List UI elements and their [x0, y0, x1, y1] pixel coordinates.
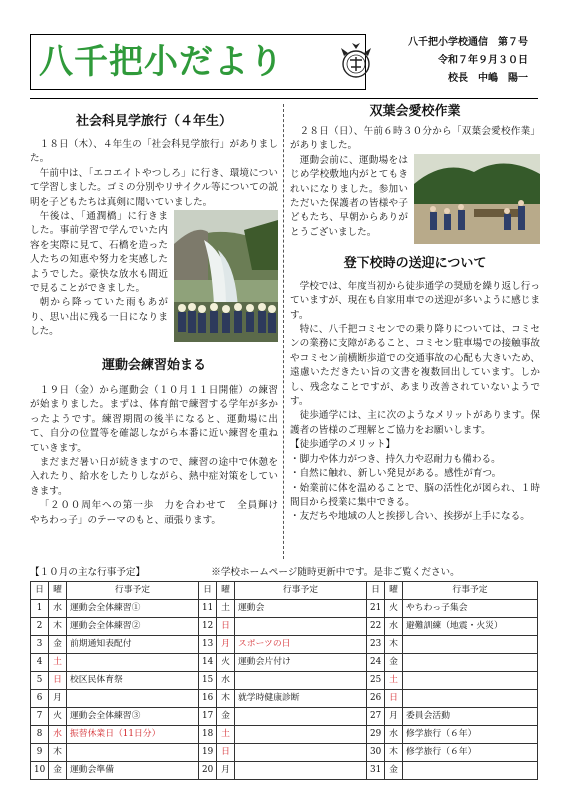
merit-item: ・始業前に体を温めることで、脳の活性化が図られ、１時間目から授業に集中できる。 [290, 482, 540, 508]
event-cell: 就学時健康診断 [235, 690, 367, 708]
day-cell: 1 [31, 600, 49, 618]
day-cell: 26 [367, 690, 385, 708]
event-cell [235, 708, 367, 726]
event-cell [235, 726, 367, 744]
day-cell: 5 [31, 672, 49, 690]
event-cell: 運動会全体練習② [67, 618, 199, 636]
trip-para-3: 午後は、「通潤橋」に行きました。事前学習で学んでいた内容を実際に見て、石橋を造った人たちの知恵や努力を実感したようでした。豪快な放水も間近で見ることができました。 [30, 211, 168, 295]
event-cell [67, 744, 199, 762]
day-cell: 2 [31, 618, 49, 636]
weekday-cell: 木 [385, 636, 403, 654]
event-cell: 運動会 [235, 600, 367, 618]
issue-date: 令和７年９月３０日 [438, 55, 528, 66]
weekday-cell: 木 [217, 690, 235, 708]
weekday-cell: 月 [217, 762, 235, 780]
header-weekday: 曜 [49, 582, 67, 600]
day-cell: 27 [367, 708, 385, 726]
masthead [30, 34, 366, 90]
day-cell: 9 [31, 744, 49, 762]
event-cell: 避難訓練（地震・火災） [403, 618, 538, 636]
commute-heading: 登下校時の送迎について [343, 255, 487, 271]
header-day: 日 [199, 582, 217, 600]
weekday-cell: 日 [49, 672, 67, 690]
table-row [31, 636, 538, 654]
volunteer-para-2: 運動会前に、運動場をはじめ学校敷地内がとてもきれいになりました。参加いただいた保護者の皆様や子どもたち、早朝からありがとうございました。 [290, 154, 408, 238]
sports-para-1: １９日（金）から運動会（１０月１１日開催）の練習が始まりました。まずは、体育館で練習する学年が多かったようです。練習期間の後半になると、運動場に出て、自分の位置等を確認しながら本番に近い練習を重ねていきます。 [30, 385, 278, 454]
merit-title: 【徒歩通学のメリット】 [290, 439, 396, 451]
weekday-cell: 土 [385, 672, 403, 690]
header-weekday: 曜 [385, 582, 403, 600]
event-cell [235, 762, 367, 780]
merit-item: ・脚力や体力がつき、持久力や忍耐力も備わる。 [290, 453, 501, 465]
volunteer-para-1: ２８日（日）、午前６時３０分から「双葉会愛校作業」がありました。 [290, 126, 540, 152]
volunteer-heading: 双葉会愛校作業 [369, 104, 461, 119]
weekday-cell: 金 [385, 762, 403, 780]
day-cell: 14 [199, 654, 217, 672]
day-cell: 8 [31, 726, 49, 744]
issue-info [378, 34, 528, 88]
left-column [30, 112, 288, 528]
commute-para-3: 徒歩通学には、主に次のようなメリットがあります。保護者の皆様のご理解とご協力をお願いします。 [290, 410, 540, 436]
day-cell: 29 [367, 726, 385, 744]
weekday-cell: 金 [49, 636, 67, 654]
volunteer-photo [414, 154, 540, 244]
day-cell: 10 [31, 762, 49, 780]
calendar-title: 【１０月の主な行事予定】 [30, 567, 146, 578]
day-cell: 7 [31, 708, 49, 726]
weekday-cell: 月 [217, 636, 235, 654]
day-cell: 13 [199, 636, 217, 654]
table-row [31, 708, 538, 726]
merit-item: ・自然に触れ、新しい発見がある。感性が育つ。 [290, 468, 502, 480]
event-cell: 修学旅行（６年） [403, 744, 538, 762]
table-row [31, 744, 538, 762]
day-cell: 21 [367, 600, 385, 618]
day-cell: 6 [31, 690, 49, 708]
day-cell: 12 [199, 618, 217, 636]
calendar-caption [30, 566, 540, 580]
commute-para-2: 特に、八千把コミセンでの乗り降りについては、コミセンの業務に支障があること、コミセン駐車場での接触事故やコミセン前横断歩道での交通事故の心配も大きいため、遠慮いただきたい旨の文書を複数回出しています。しかし、残念なことですが、あまり改善されていないようです。 [290, 324, 540, 408]
event-cell: スポーツの日 [235, 636, 367, 654]
school-emblem-icon [338, 40, 374, 84]
october-calendar [30, 581, 538, 780]
event-cell [67, 654, 199, 672]
event-cell: 運動会全体練習③ [67, 708, 199, 726]
weekday-cell: 木 [385, 744, 403, 762]
weekday-cell: 金 [217, 708, 235, 726]
trip-photo [174, 210, 278, 342]
weekday-cell: 土 [217, 726, 235, 744]
header-event: 行事予定 [67, 582, 199, 600]
weekday-cell: 土 [217, 600, 235, 618]
weekday-cell: 月 [49, 690, 67, 708]
day-cell: 23 [367, 636, 385, 654]
table-row [31, 690, 538, 708]
day-cell: 31 [367, 762, 385, 780]
weekday-cell: 金 [385, 654, 403, 672]
table-row [31, 672, 538, 690]
weekday-cell: 金 [49, 762, 67, 780]
day-cell: 20 [199, 762, 217, 780]
weekday-cell: 火 [49, 708, 67, 726]
day-cell: 30 [367, 744, 385, 762]
table-row [31, 726, 538, 744]
weekday-cell: 木 [49, 744, 67, 762]
event-cell: 修学旅行（６年） [403, 726, 538, 744]
weekday-cell: 水 [385, 618, 403, 636]
event-cell [403, 762, 538, 780]
calendar-note: ※学校ホームページ随時更新中です。是非ご覧ください。 [211, 567, 460, 578]
header-weekday: 曜 [217, 582, 235, 600]
table-row [31, 600, 538, 618]
event-cell: 運動会全体練習① [67, 600, 199, 618]
trip-para-4: 朝から降っていた雨もあがり、思い出に残る一日になりました。 [30, 297, 168, 338]
calendar-body [31, 600, 538, 780]
table-row [31, 762, 538, 780]
column-divider [283, 104, 284, 559]
event-cell: 振替休業日（11日分） [67, 726, 199, 744]
table-row [31, 654, 538, 672]
weekday-cell: 日 [217, 744, 235, 762]
header-event: 行事予定 [235, 582, 367, 600]
event-cell [67, 690, 199, 708]
table-row [31, 618, 538, 636]
newsletter-title: 八千把小だより [39, 42, 284, 82]
trip-para-1: １８日（木）、４年生の「社会科見学旅行」がありました。 [30, 139, 278, 165]
event-cell [403, 654, 538, 672]
day-cell: 4 [31, 654, 49, 672]
trip-para-2: 午前中は、「エコエイトやつしろ」に行き、環境について学習しました。ゴミの分別やリサイクル等についての説明を子どもたちは真剣に聞いていました。 [30, 167, 278, 208]
event-cell: 委員会活動 [403, 708, 538, 726]
sports-para-2: まだまだ暑い日が続きますので、練習の途中で休憩を入れたり、給水をしたりしながら、熱中症対策をしていきます。 [30, 457, 278, 497]
calendar-header-row [31, 582, 538, 600]
header-day: 日 [367, 582, 385, 600]
principal-name: 校長 中嶋 陽一 [448, 73, 528, 84]
event-cell: 運動会準備 [67, 762, 199, 780]
header-event: 行事予定 [403, 582, 538, 600]
commute-para-1: 学校では、年度当初から徒歩通学の奨励を繰り返し行っていますが、現在も自家用車での送迎が多いように感じます。 [290, 280, 540, 321]
weekday-cell: 日 [385, 690, 403, 708]
day-cell: 24 [367, 654, 385, 672]
sports-para-3: 「２００周年への第一歩 力を合わせて 全員輝け やちわっ子」のテーマのもと、頑張ります。 [30, 500, 288, 526]
merit-list [290, 438, 540, 524]
event-cell [403, 672, 538, 690]
weekday-cell: 木 [49, 618, 67, 636]
weekday-cell: 火 [217, 654, 235, 672]
day-cell: 15 [199, 672, 217, 690]
weekday-cell: 月 [385, 708, 403, 726]
event-cell [235, 618, 367, 636]
event-cell [403, 636, 538, 654]
event-cell [235, 672, 367, 690]
header-day: 日 [31, 582, 49, 600]
event-cell: 校区民体育祭 [67, 672, 199, 690]
merit-item: ・友だちや地域の人と挨拶し合い、挨拶が上手になる。 [290, 511, 530, 523]
issue-line: 八千把小学校通信 第７号 [408, 37, 528, 48]
header-divider [30, 98, 538, 99]
event-cell [235, 744, 367, 762]
event-cell: 運動会片付け [235, 654, 367, 672]
day-cell: 22 [367, 618, 385, 636]
weekday-cell: 土 [49, 654, 67, 672]
day-cell: 3 [31, 636, 49, 654]
event-cell: 前期通知表配付 [67, 636, 199, 654]
event-cell: やちわっ子集会 [403, 600, 538, 618]
weekday-cell: 日 [217, 618, 235, 636]
day-cell: 16 [199, 690, 217, 708]
right-column [290, 102, 540, 525]
trip-heading: 社会科見学旅行（４年生） [75, 114, 232, 129]
day-cell: 25 [367, 672, 385, 690]
day-cell: 17 [199, 708, 217, 726]
weekday-cell: 火 [385, 600, 403, 618]
weekday-cell: 水 [49, 726, 67, 744]
weekday-cell: 水 [217, 672, 235, 690]
day-cell: 18 [199, 726, 217, 744]
day-cell: 19 [199, 744, 217, 762]
weekday-cell: 水 [49, 600, 67, 618]
sports-heading: 運動会練習始まる [101, 358, 206, 374]
weekday-cell: 水 [385, 726, 403, 744]
day-cell: 11 [199, 600, 217, 618]
event-cell [403, 690, 538, 708]
